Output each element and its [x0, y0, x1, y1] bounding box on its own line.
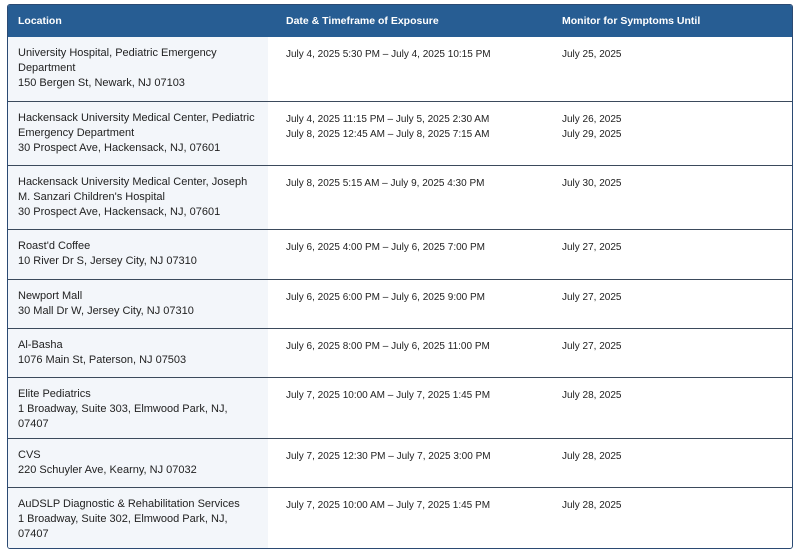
monitor-until-date: July 27, 2025 — [562, 340, 622, 352]
exposure-timeframe: July 7, 2025 12:30 PM – July 7, 2025 3:00 PM — [286, 450, 491, 462]
location-name: Hackensack University Medical Center, Pediatric Emergency Department — [18, 111, 255, 139]
exposure-cell — [268, 101, 536, 165]
monitor-until-date: July 27, 2025 — [562, 241, 622, 253]
location-name: Al-Basha — [18, 338, 63, 351]
header-exposure: Date & Timeframe of Exposure — [268, 5, 536, 37]
monitor-cell — [536, 279, 792, 328]
table-row — [8, 165, 792, 229]
table-row — [8, 377, 792, 438]
exposure-timeframe: July 6, 2025 6:00 PM – July 6, 2025 9:00 PM — [286, 291, 486, 303]
monitor-cell — [536, 377, 792, 438]
location-address: 1 Broadway, Suite 302, Elmwood Park, NJ, 07407 — [18, 512, 228, 540]
location-cell — [8, 279, 268, 328]
location-cell — [8, 328, 268, 377]
location-cell — [8, 37, 268, 101]
table-row — [8, 101, 792, 165]
monitor-cell — [536, 101, 792, 165]
location-address: 150 Bergen St, Newark, NJ 07103 — [18, 77, 185, 89]
monitor-cell — [536, 165, 792, 229]
table-row — [8, 487, 792, 548]
exposure-cell — [268, 229, 536, 279]
monitor-until-date: July 28, 2025 — [562, 450, 622, 462]
table-row — [8, 438, 792, 487]
location-name: Elite Pediatrics — [18, 387, 91, 400]
location-name: Hackensack University Medical Center, Joseph M. Sanzari Children's Hospital — [18, 175, 248, 203]
location-name: Newport Mall — [18, 289, 83, 302]
monitor-cell — [536, 328, 792, 377]
exposure-timeframe: July 4, 2025 11:15 PM – July 5, 2025 2:30 AM — [286, 113, 490, 125]
location-address: 1 Broadway, Suite 303, Elmwood Park, NJ, 07407 — [18, 402, 228, 430]
location-name: University Hospital, Pediatric Emergency Department — [18, 47, 217, 74]
table-row — [8, 279, 792, 328]
monitor-until-date: July 28, 2025 — [562, 389, 622, 401]
exposure-timeframe: July 8, 2025 12:45 AM – July 8, 2025 7:15 AM — [286, 128, 490, 140]
exposure-timeframe: July 7, 2025 10:00 AM – July 7, 2025 1:45 PM — [286, 499, 491, 511]
location-name: Roast'd Coffee — [18, 239, 91, 252]
location-address: 30 Prospect Ave, Hackensack, NJ, 07601 — [18, 205, 221, 218]
table-row — [8, 229, 792, 279]
location-name: AuDSLP Diagnostic & Rehabilitation Services — [18, 497, 240, 510]
monitor-until-date: July 28, 2025 — [562, 499, 622, 511]
location-address: 30 Mall Dr W, Jersey City, NJ 07310 — [18, 304, 194, 317]
monitor-until-date: July 29, 2025 — [562, 128, 622, 140]
monitor-until-date: July 25, 2025 — [562, 49, 622, 60]
monitor-cell — [536, 37, 792, 101]
location-cell — [8, 487, 268, 548]
header-row — [8, 5, 792, 37]
exposure-cell — [268, 487, 536, 548]
exposure-table — [8, 5, 792, 548]
location-cell — [8, 229, 268, 279]
exposure-cell — [268, 279, 536, 328]
monitor-until-date: July 30, 2025 — [562, 177, 622, 189]
table-header — [8, 5, 792, 37]
table-row — [8, 37, 792, 101]
exposure-cell — [268, 165, 536, 229]
exposure-cell — [268, 328, 536, 377]
location-cell — [8, 438, 268, 487]
table-body — [8, 37, 792, 548]
exposure-cell — [268, 438, 536, 487]
header-monitor: Monitor for Symptoms Until — [536, 5, 792, 37]
header-location: Location — [8, 5, 268, 37]
location-name: CVS — [18, 448, 41, 461]
monitor-until-date: July 26, 2025 — [562, 113, 622, 125]
exposure-timeframe: July 4, 2025 5:30 PM – July 4, 2025 10:15 PM — [286, 49, 491, 60]
location-cell — [8, 377, 268, 438]
location-address: 10 River Dr S, Jersey City, NJ 07310 — [18, 254, 197, 267]
exposure-locations-table — [7, 4, 793, 549]
exposure-cell — [268, 377, 536, 438]
exposure-timeframe: July 6, 2025 8:00 PM – July 6, 2025 11:00 PM — [286, 340, 490, 352]
location-address: 30 Prospect Ave, Hackensack, NJ, 07601 — [18, 141, 221, 154]
exposure-timeframe: July 8, 2025 5:15 AM – July 9, 2025 4:30 PM — [286, 177, 485, 189]
exposure-cell — [268, 37, 536, 101]
table-row — [8, 328, 792, 377]
monitor-cell — [536, 487, 792, 548]
location-address: 1076 Main St, Paterson, NJ 07503 — [18, 353, 187, 366]
monitor-cell — [536, 229, 792, 279]
location-cell — [8, 165, 268, 229]
exposure-timeframe: July 7, 2025 10:00 AM – July 7, 2025 1:45 PM — [286, 389, 491, 401]
exposure-timeframe: July 6, 2025 4:00 PM – July 6, 2025 7:00 PM — [286, 241, 486, 253]
location-address: 220 Schuyler Ave, Kearny, NJ 07032 — [18, 463, 197, 476]
monitor-cell — [536, 438, 792, 487]
location-cell — [8, 101, 268, 165]
monitor-until-date: July 27, 2025 — [562, 291, 622, 303]
